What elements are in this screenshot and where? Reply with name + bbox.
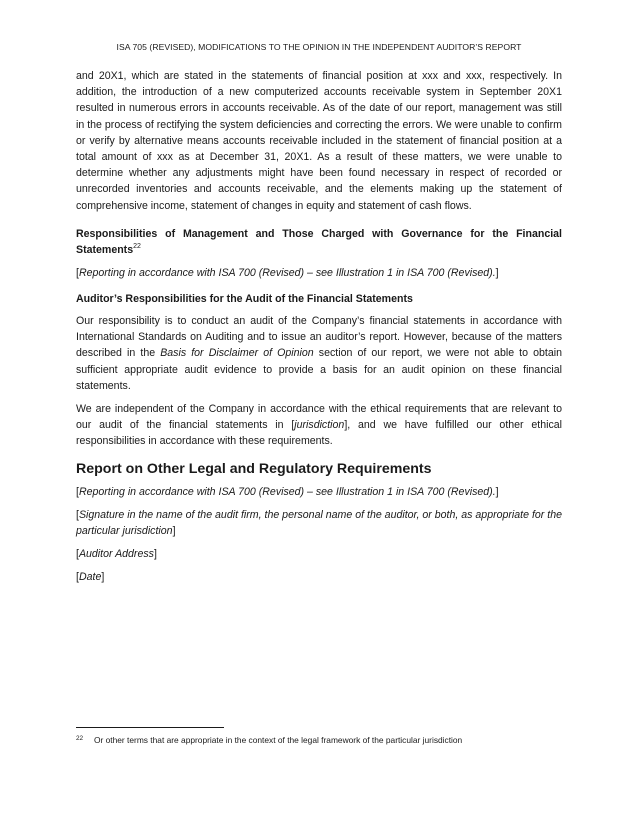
running-header: ISA 705 (REVISED), MODIFICATIONS TO THE OPINION IN THE INDEPENDENT AUDITOR’S REPORT [116,42,522,52]
bracket-open: [ [76,485,79,498]
signature-text: Signature in the name of the audit firm, the personal name of the auditor, or both, as appropriate for the particular jurisdiction [76,508,562,538]
auditor-paragraph-2 [76,401,562,450]
footnote-divider [76,727,224,728]
reporting-reference: Reporting in accordance with ISA 700 (Revised) – see Illustration 1 in ISA 700 (Revised). [78,266,496,279]
bracket-close: ] [172,525,176,538]
text-run: We are independent of the Company in accordance with the ethical requirements that are relevant to our audit of the financial statements in [ [76,403,562,432]
text-run: ], and we have fulfilled our other ethical responsibilities in accordance with these requirements. [76,419,562,448]
text-run: section of our report, we were not able to obtain sufficient appropriate audit evidence to provide a basis for an audit opinion on these financial statements. [76,347,562,392]
bracket-close: ] [495,485,499,498]
heading-text: Responsibilities of Management and Those Charged with Governance for the Financial Statements [76,227,562,256]
reporting-reference: Reporting in accordance with ISA 700 (Revised) – see Illustration 1 in ISA 700 (Revised). [78,485,496,498]
legal-reporting-note [76,484,562,500]
bracket-close: ] [495,266,499,279]
bracket-open: [ [76,508,79,521]
bracket-close: ] [153,548,157,561]
jurisdiction-placeholder: jurisdiction [294,419,345,432]
bracket-open: [ [76,571,79,584]
section-reference: Basis for Disclaimer of Opinion [160,347,314,360]
address-text: Auditor Address [78,548,154,561]
auditor-address-placeholder [76,546,562,562]
auditor-paragraph-1 [76,313,562,394]
heading-legal-regulatory: Report on Other Legal and Regulatory Requirements [76,460,432,477]
heading-management-responsibilities [76,226,562,258]
footnote-number: 22 [76,735,84,742]
bracket-close: ] [101,571,105,584]
heading-auditor-responsibilities: Auditor’s Responsibilities for the Audit of the Financial Statements [76,293,413,306]
management-reporting-note [76,265,562,281]
date-placeholder [76,569,562,585]
footnote-reference[interactable]: 22 [133,242,141,250]
paragraph-continued: and 20X1, which are stated in the statements of financial position at xxx and xxx, respectively. In addition, the introduction of a new computerized accounts receivable system in September 20X1 resulted in numerous errors in accounts receivable. As of the date of our report, management was still in the process of rectifying the system deficiencies and correcting the errors. We were unable to confirm or verify by alternative means accounts receivable included in the statement of financial position at a total amount of xxx as at December 31, 20X1. As a result of these matters, we were unable to determine whether any adjustments might have been found necessary in respect of recorded or unrecorded inventories and accounts receivable, and the elements making up the statement of comprehensive income, statement of changes in equity and statement of cash flows. [76,70,562,212]
bracket-open: [ [76,548,79,561]
text-run: Our responsibility is to conduct an audit of the Company’s financial statements in accordance with International Standards on Auditing and to issue an auditor’s report. However, because of the matters described in the [76,315,562,360]
footnote-text: Or other terms that are appropriate in the context of the legal framework of the particular jurisdiction [94,735,463,745]
date-text: Date [78,571,102,584]
signature-placeholder [76,507,562,539]
bracket-open: [ [76,266,79,279]
page-content [76,68,562,586]
